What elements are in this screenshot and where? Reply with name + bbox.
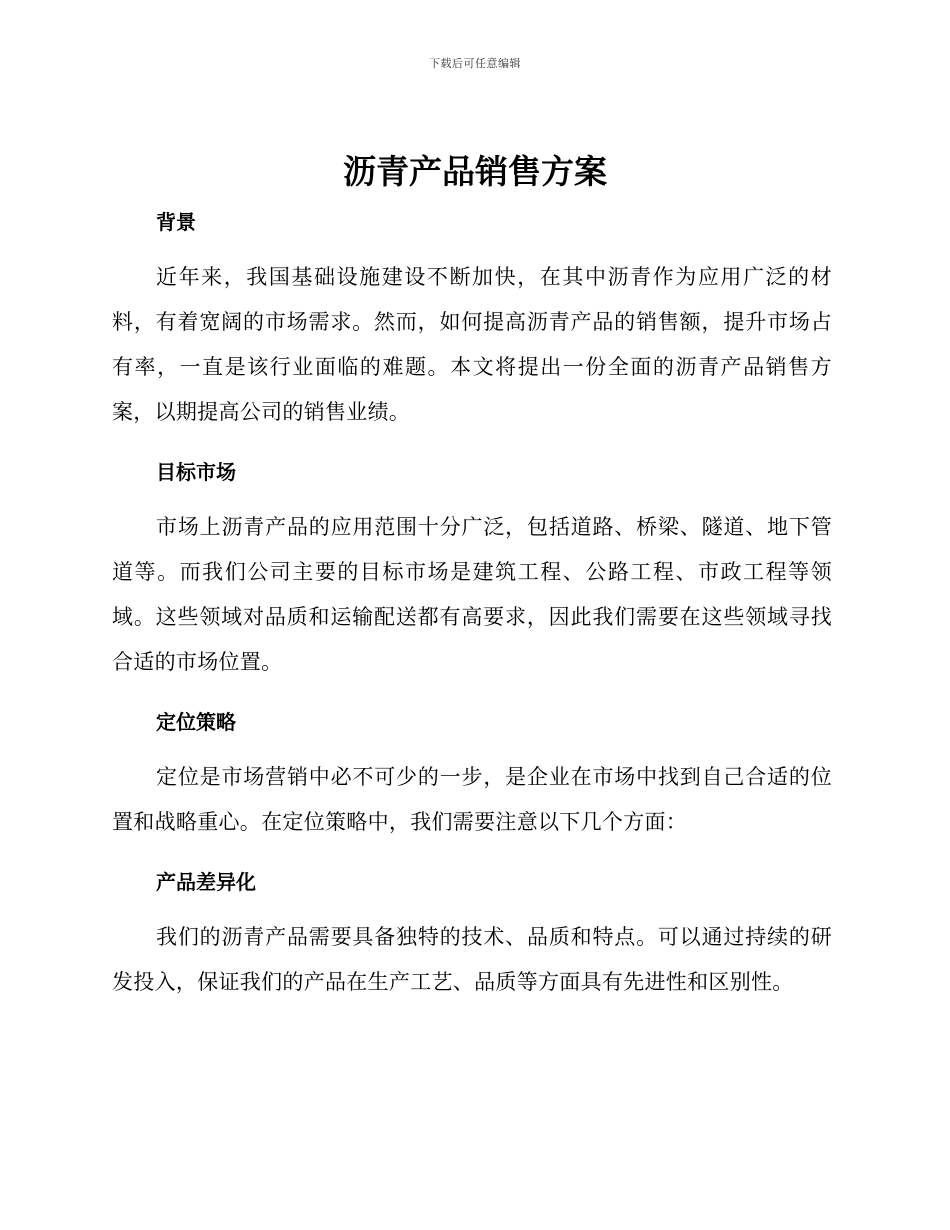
header-note: 下载后可任意编辑 [429,57,521,70]
section-heading: 定位策略 [156,710,236,734]
section-heading: 目标市场 [156,460,236,484]
section-paragraph: 市场上沥青产品的应用范围十分广泛，包括道路、桥梁、隧道、地下管道等。而我们公司主要的目标市场是建筑工程、公路工程、市政工程等领域。这些领域对品质和运输配送都有高要求，因此我们需要在这些领域寻找合适的市场位置。 [112,515,832,674]
document-title: 沥青产品销售方案 [343,152,607,191]
section-paragraph: 定位是市场营销中必不可少的一步，是企业在市场中找到自己合适的位置和战略重心。在定位策略中，我们需要注意以下几个方面： [112,765,832,834]
section-paragraph: 我们的沥青产品需要具备独特的技术、品质和特点。可以通过持续的研发投入，保证我们的产品在生产工艺、品质等方面具有先进性和区别性。 [112,925,832,994]
section-heading: 背景 [156,210,196,234]
section-background [112,205,832,435]
document-body [112,205,832,1025]
section-positioning-strategy [112,705,832,845]
section-paragraph: 近年来，我国基础设施建设不断加快，在其中沥青作为应用广泛的材料，有着宽阔的市场需求。然而，如何提高沥青产品的销售额，提升市场占有率，一直是该行业面临的难题。本文将提出一份全面的沥青产品销售方案，以期提高公司的销售业绩。 [112,265,832,424]
section-target-market [112,455,832,685]
section-product-differentiation [112,865,832,1005]
section-heading: 产品差异化 [156,870,256,894]
